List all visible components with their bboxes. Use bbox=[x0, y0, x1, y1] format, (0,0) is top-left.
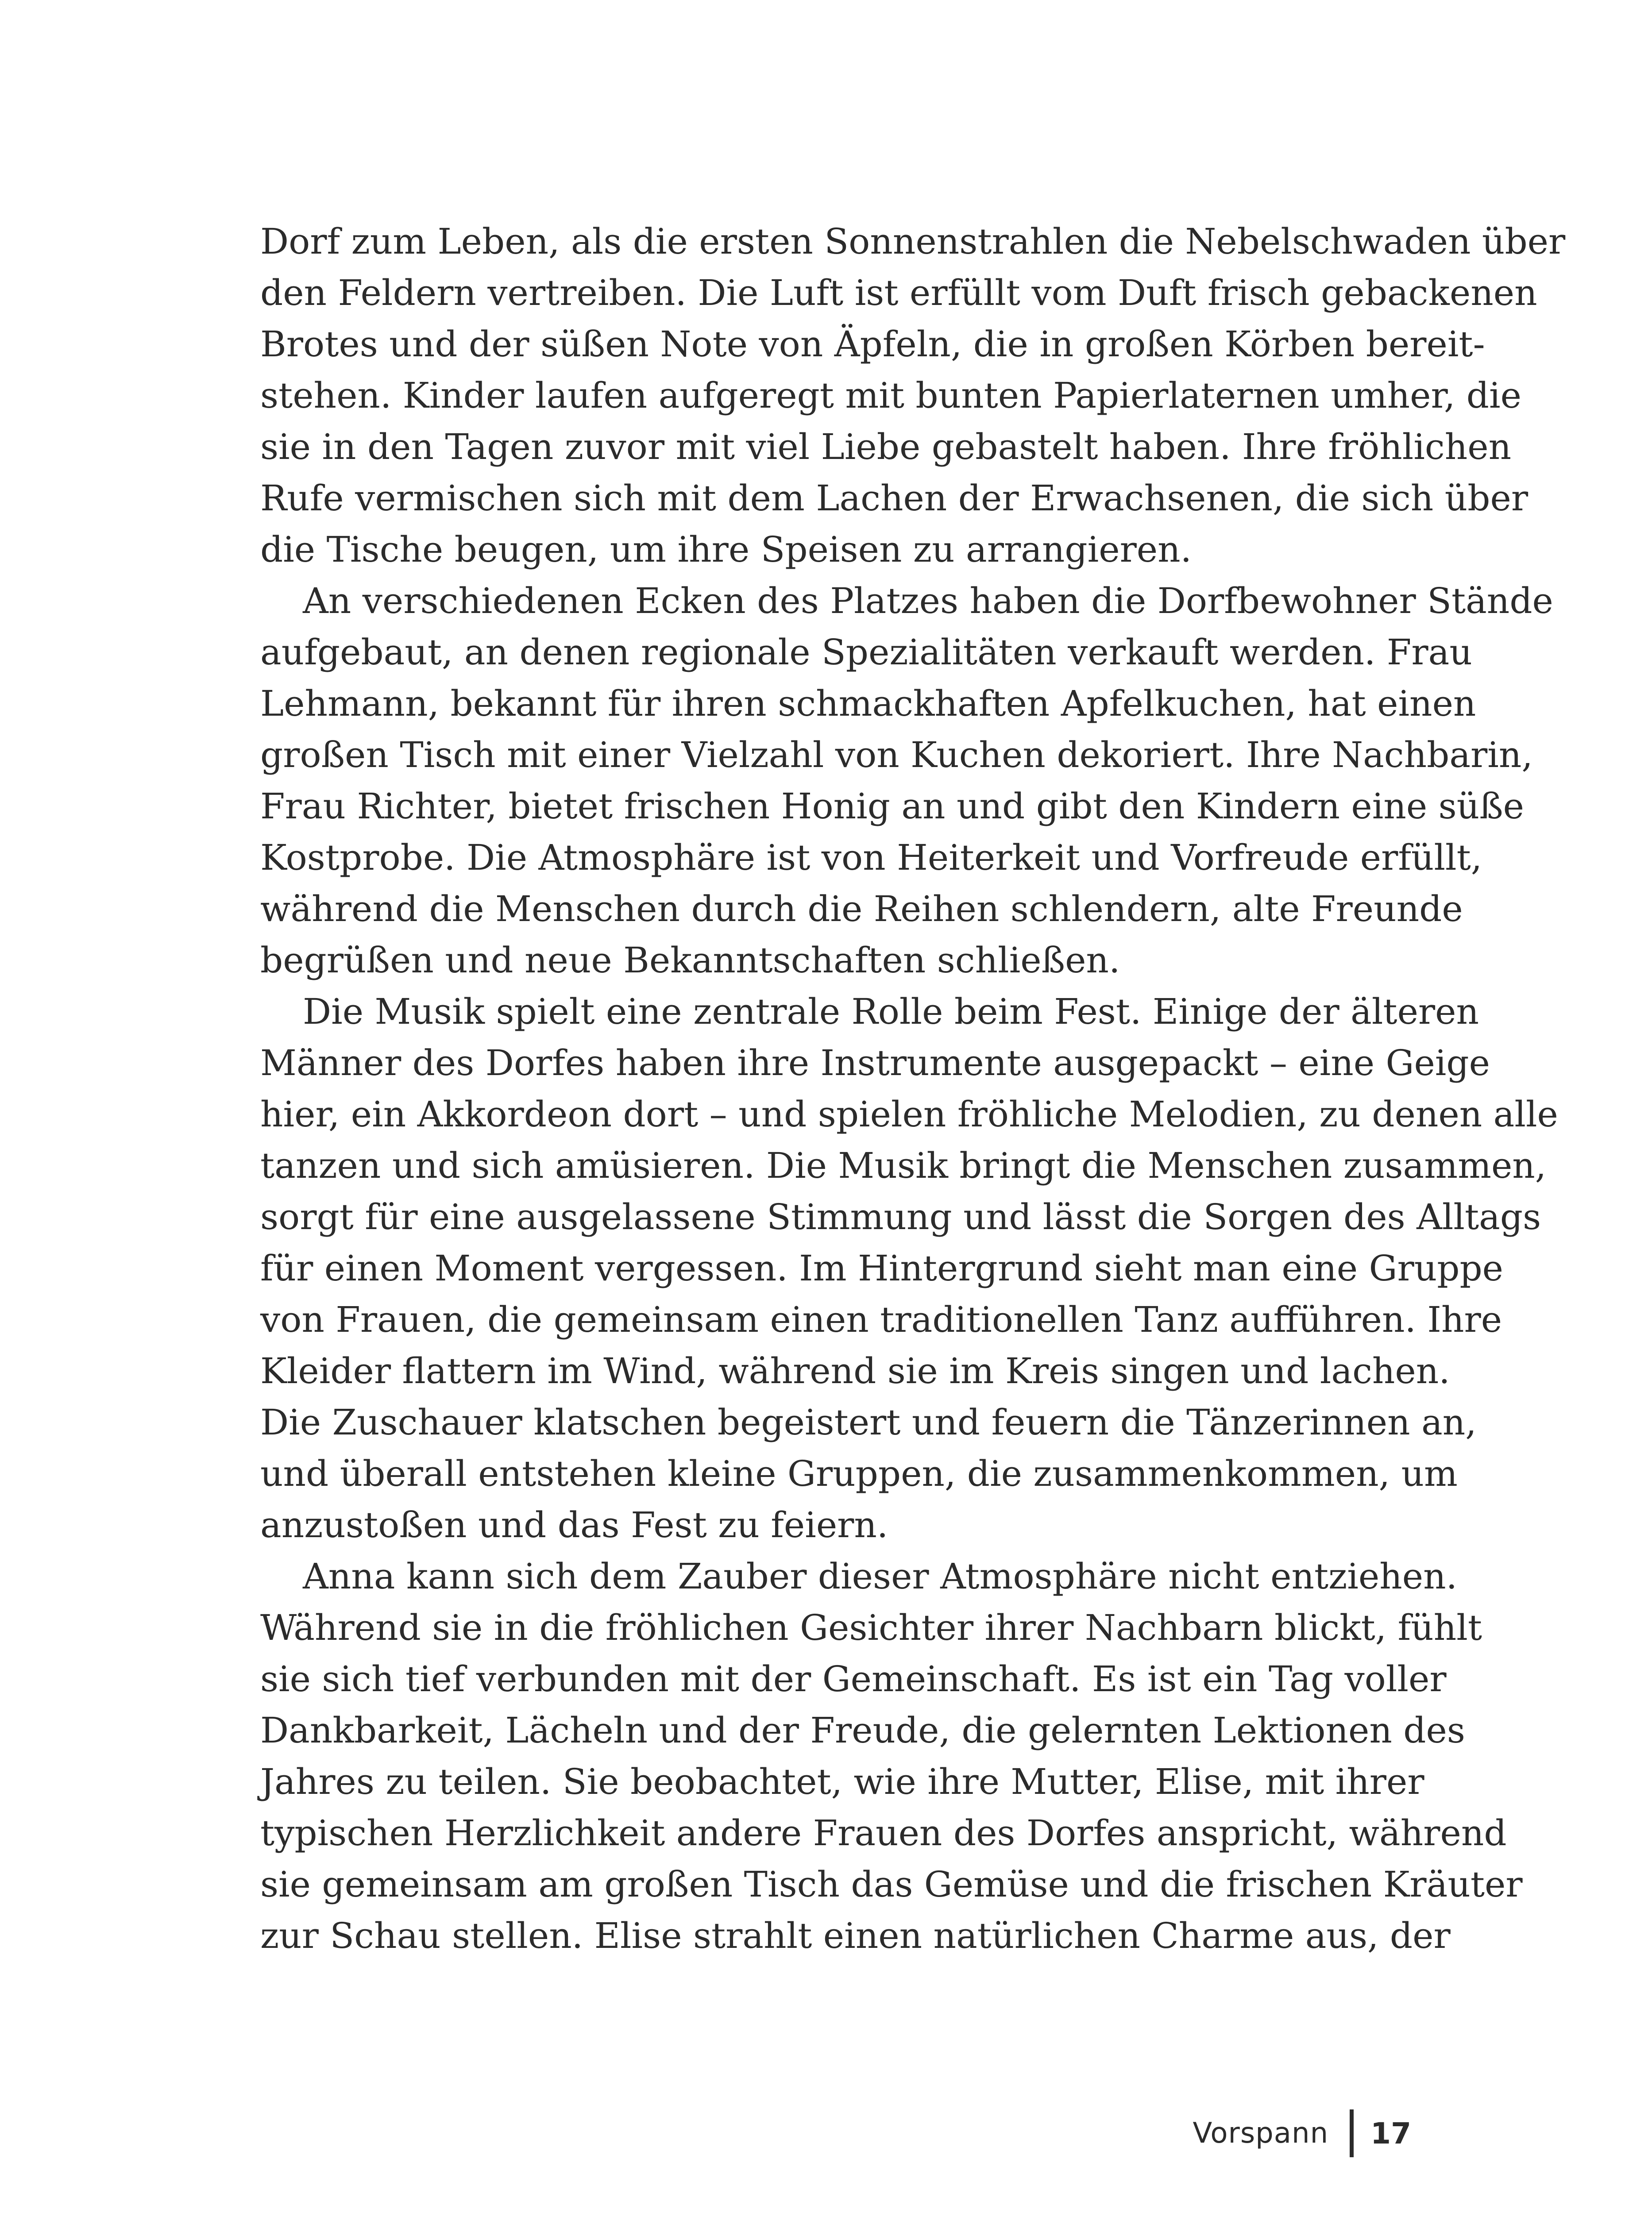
text-line: zur Schau stellen. Elise strahlt einen natürlichen Charme aus, der bbox=[260, 1915, 1451, 1956]
text-line: anzustoßen und das Fest zu feiern. bbox=[260, 1504, 888, 1546]
body-text bbox=[260, 216, 1566, 1962]
text-line: für einen Moment vergessen. Im Hintergrund sieht man eine Gruppe bbox=[260, 1248, 1504, 1289]
text-line: Die Musik spielt eine zentrale Rolle beim Fest. Einige der älteren bbox=[303, 991, 1479, 1032]
text-line: Jahres zu teilen. Sie beobachtet, wie ihre Mutter, Elise, mit ihrer bbox=[260, 1761, 1424, 1802]
text-line: während die Menschen durch die Reihen schlendern, alte Freunde bbox=[260, 888, 1463, 929]
text-line: sie in den Tagen zuvor mit viel Liebe gebastelt haben. Ihre fröhlichen bbox=[260, 426, 1512, 467]
page-number: 17 bbox=[1370, 2116, 1411, 2151]
text-line: sorgt für eine ausgelassene Stimmung und lässt die Sorgen des Alltags bbox=[260, 1196, 1541, 1238]
text-line: begrüßen und neue Bekanntschaften schließen. bbox=[260, 940, 1120, 981]
text-line: sie sich tief verbunden mit der Gemeinschaft. Es ist ein Tag voller bbox=[260, 1658, 1447, 1700]
paragraph bbox=[260, 1551, 1523, 1962]
text-line: typischen Herzlichkeit andere Frauen des Dorfes anspricht, während bbox=[260, 1812, 1507, 1854]
text-line: die Tische beugen, um ihre Speisen zu arrangieren. bbox=[260, 529, 1192, 570]
text-line: Dorf zum Leben, als die ersten Sonnenstrahlen die Nebelschwaden über bbox=[260, 221, 1566, 262]
text-line: Dankbarkeit, Lächeln und der Freude, die gelernten Lektionen des bbox=[260, 1710, 1465, 1751]
paragraph bbox=[260, 575, 1553, 986]
text-line: Die Zuschauer klatschen begeistert und feuern die Tänzerinnen an, bbox=[260, 1402, 1477, 1443]
text-line: von Frauen, die gemeinsam einen traditionellen Tanz aufführen. Ihre bbox=[260, 1299, 1502, 1340]
text-line: und überall entstehen kleine Gruppen, die zusammenkommen, um bbox=[260, 1453, 1458, 1494]
text-line: den Feldern vertreiben. Die Luft ist erfüllt vom Duft frisch gebackenen bbox=[260, 272, 1537, 313]
text-line: Anna kann sich dem Zauber dieser Atmosphäre nicht entziehen. bbox=[303, 1556, 1458, 1597]
text-line: sie gemeinsam am großen Tisch das Gemüse und die frischen Kräuter bbox=[260, 1864, 1523, 1905]
text-line: hier, ein Akkordeon dort – und spielen fröhliche Melodien, zu denen alle bbox=[260, 1094, 1558, 1135]
text-line: aufgebaut, an denen regionale Spezialitäten verkauft werden. Frau bbox=[260, 632, 1472, 673]
text-line: Rufe vermischen sich mit dem Lachen der Erwachsenen, die sich über bbox=[260, 478, 1528, 519]
text-line: tanzen und sich amüsieren. Die Musik bringt die Menschen zusammen, bbox=[260, 1145, 1547, 1186]
running-title: Vorspann bbox=[1193, 2117, 1329, 2150]
paragraph bbox=[260, 986, 1558, 1551]
text-line: An verschiedenen Ecken des Platzes haben die Dorfbewohner Stände bbox=[303, 580, 1553, 621]
text-line: Männer des Dorfes haben ihre Instrumente ausgepackt – eine Geige bbox=[260, 1042, 1490, 1083]
text-line: Kostprobe. Die Atmosphäre ist von Heiterkeit und Vorfreude erfüllt, bbox=[260, 837, 1482, 878]
text-line: Kleider flattern im Wind, während sie im Kreis singen und lachen. bbox=[260, 1350, 1450, 1392]
text-line: Während sie in die fröhlichen Gesichter ihrer Nachbarn blickt, fühlt bbox=[260, 1607, 1482, 1648]
footer-divider bbox=[1350, 2109, 1354, 2157]
text-line: großen Tisch mit einer Vielzahl von Kuchen dekoriert. Ihre Nachbarin, bbox=[260, 734, 1533, 775]
text-line: stehen. Kinder laufen aufgeregt mit bunten Papierlaternen umher, die bbox=[260, 375, 1521, 416]
text-line: Frau Richter, bietet frischen Honig an und gibt den Kindern eine süße bbox=[260, 786, 1524, 827]
page-footer bbox=[1193, 2109, 1411, 2158]
text-line: Brotes und der süßen Note von Äpfeln, die in großen Körben bereit- bbox=[260, 324, 1485, 365]
paragraph bbox=[260, 216, 1566, 575]
text-line: Lehmann, bekannt für ihren schmackhaften Apfelkuchen, hat einen bbox=[260, 683, 1476, 724]
